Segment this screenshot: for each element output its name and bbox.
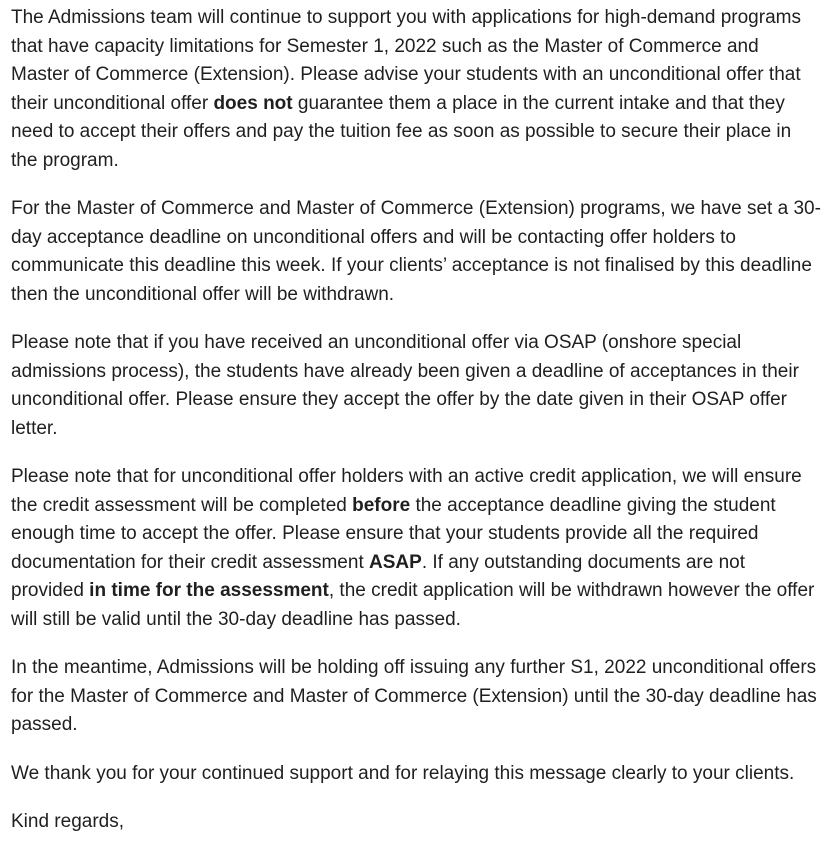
paragraph-text: Please note that for unconditional offer holders with an active credit application, we will ensure the credit assessment will be completed bbox=[11, 466, 802, 516]
paragraph-text: . If any outstanding documents are not provided bbox=[11, 551, 746, 601]
paragraph-text: , the credit application will be withdrawn however the offer will still be valid until the 30-day deadline has passed. bbox=[11, 580, 815, 630]
message-paragraph bbox=[11, 4, 822, 175]
message-paragraph bbox=[11, 654, 822, 740]
message-paragraph bbox=[11, 463, 822, 634]
paragraph-text: In the meantime, Admissions will be holding off issuing any further S1, 2022 unconditional offers for the Master of Commerce and Master of Commerce (Extension) until the 30-day deadline has passed. bbox=[11, 657, 817, 735]
message-paragraph bbox=[11, 329, 822, 443]
paragraph-text: The Admissions team will continue to support you with applications for high-demand programs that have capacity limitations for Semester 1, 2022 such as the Master of Commerce and Master of Commerce (Extension). Please advise your students with an unconditional offer that their unconditional offer bbox=[11, 7, 801, 114]
emphasized-text: in time for the assessment bbox=[89, 580, 329, 601]
paragraph-text: guarantee them a place in the current intake and that they need to accept their offers and pay the tuition fee as soon as possible to secure their place in the program. bbox=[11, 92, 792, 171]
paragraph-text: the acceptance deadline giving the student enough time to accept the offer. Please ensure that your students provide all the required documentation for their credit assessment bbox=[11, 494, 776, 573]
message-paragraphs bbox=[11, 4, 822, 788]
emphasized-text: before bbox=[352, 494, 411, 516]
signoff-text: Kind regards, bbox=[11, 811, 125, 832]
emphasized-text: ASAP bbox=[369, 551, 422, 573]
paragraph-text: For the Master of Commerce and Master of Commerce (Extension) programs, we have set a 30-day acceptance deadline on unconditional offers and will be contacting offer holders to communicate this deadline this week. If your clients’ acceptance is not finalised by this deadline then the unconditional offer will be withdrawn. bbox=[11, 198, 821, 305]
paragraph-text: We thank you for your continued support and for relaying this message clearly to your clients. bbox=[11, 762, 795, 784]
message-paragraph bbox=[11, 760, 822, 789]
message-paragraph bbox=[11, 195, 822, 309]
emphasized-text: does not bbox=[213, 92, 293, 114]
paragraph-text: Please note that if you have received an unconditional offer via OSAP (onshore special admissions process), the students have already been given a deadline of acceptances in their unconditional offer. Please ensure they accept the offer by the date given in their OSAP offer letter. bbox=[11, 332, 799, 439]
